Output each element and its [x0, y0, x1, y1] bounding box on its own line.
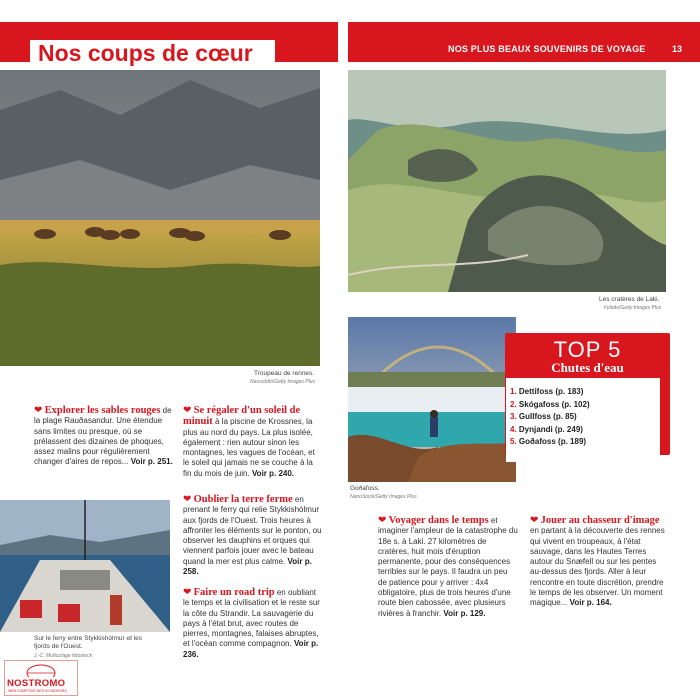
entry-text: en partant à la découverte des rennes qui vivent en troupeaux, à l'état sauvage, dans les Hautes Terres autour du Snæfell ou sur les pentes au-dessus des fjords. Aller à leur rencontre en toute discrétion, prendre le temps de les observer. Un moment magique... [530, 526, 665, 608]
entry-ref: Voir p. 258. [183, 556, 312, 577]
entry-ref: Voir p. 129. [443, 608, 486, 618]
entry-chasseur-image [530, 515, 670, 609]
entry-title: Se régaler d'un soleil de minuit [183, 405, 301, 428]
entry-sables-rouges [34, 405, 174, 468]
entry-title: Oublier la terre ferme [193, 494, 293, 505]
heart-icon: ❤ [183, 494, 192, 505]
entry-soleil-minuit [183, 405, 323, 479]
list-item: 2. Skógafoss (p. 102) [510, 399, 590, 409]
entry-title: Jouer au chasseur d'image [540, 515, 660, 526]
entry-title: Voyager dans le temps [388, 515, 489, 526]
page-number: 13 [672, 44, 683, 54]
entry-text: en oubliant le temps et la civilisation et le reste sur la côte du Strandir. La sauvagerie du pays à l'état brut, avec routes de pierres, montagnes, falaises abruptes, et l'océan comme compagnon. [183, 588, 320, 649]
top5-subtitle: Chutes d'eau [551, 360, 624, 375]
heart-icon: ❤ [378, 515, 387, 526]
heart-icon: ❤ [34, 405, 43, 416]
heart-icon: ❤ [183, 587, 192, 598]
laki-caption: Les cratères de Laki. [599, 296, 660, 303]
ferry-credit: J.-C. Muñoz/age fotostock [34, 653, 93, 659]
header-band-right [348, 22, 700, 62]
godafoss-photo [348, 317, 516, 482]
list-item: 1. Dettifoss (p. 183) [510, 387, 584, 396]
page-title: Nos coups de cœur [38, 40, 253, 66]
entry-title: Faire un road trip [193, 587, 275, 598]
entry-text: en prenant le ferry qui relie Stykkishólmur aux fjords de l'Ouest. Trois heures à affronter les éléments sur le ponton, ou observer les dauphins et orques qui viennent parfois jouer avec le bateau quand la mer est plus calme. [183, 495, 322, 566]
top5-title: TOP 5 [553, 337, 622, 362]
ferry-photo [0, 500, 170, 632]
laki-craters-photo [348, 70, 666, 292]
heart-icon: ❤ [530, 515, 539, 526]
logo-tagline: WEB COMPTOIR DES VOYAGEURS [8, 689, 67, 693]
globe-icon [5, 661, 77, 677]
entry-ref: Voir p. 236. [183, 639, 319, 659]
entry-terre-ferme [183, 494, 323, 577]
reindeer-photo [0, 70, 320, 366]
heart-icon: ❤ [183, 405, 192, 416]
list-item: 4. Dynjandi (p. 249) [510, 424, 583, 434]
ferry-caption: Sur le ferry entre Stykkishólmur et les fjords de l'Ouest. [34, 635, 143, 650]
top5-list [506, 378, 660, 462]
entry-road-trip [183, 587, 323, 660]
logo-name: NOSTROMO [7, 678, 66, 689]
reindeer-credit: Nasruddin/Getty Images Plus [250, 379, 316, 385]
godafoss-credit: NanoStock/Getty Images Plus [350, 494, 417, 500]
running-head: NOS PLUS BEAUX SOUVENIRS DE VOYAGE [448, 44, 646, 54]
list-item: 5. Goðafoss (p. 189) [510, 437, 587, 446]
reindeer-caption: Troupeau de rennes. [254, 370, 315, 377]
laki-credit: Fylatto/Getty Images Plus [604, 305, 662, 311]
entry-ref: Voir p. 251. [130, 457, 173, 467]
godafoss-caption: Goðafoss. [350, 485, 380, 492]
entry-text: de la plage Rauðasandur. Une étendue sans limites ou presque, où se prélassent des dizaines de phoques, assez malins pour régulièrement changer d'aires de repos... [34, 406, 172, 467]
entry-title: Explorer les sables rouges [44, 405, 161, 416]
entry-voyager-temps [378, 515, 518, 619]
entry-ref: Voir p. 240. [251, 468, 295, 478]
entry-ref: Voir p. 164. [569, 598, 612, 608]
entry-text: à la piscine de Krossnes, la plus au nord du pays. La plus isolée, également : rien autour sinon les montagnes, les vagues de l'océan, et le soleil qui jamais ne se couche à la fin du mois de juin. [183, 417, 315, 478]
list-item: 3. Gullfoss (p. 85) [510, 412, 577, 421]
entry-text: et imaginer l'ampleur de la catastrophe du 18e s. à Laki. 27 kilomètres de cratères, huit mois d'éruption permanente, pour des conséquences terribles sur le pays. Il faudra un peu de patience pour y arriver : 4x4 obligatoire, plus de trois heures d'une route bien cabossée, avec plusieurs rivières à franchir. [378, 516, 518, 618]
